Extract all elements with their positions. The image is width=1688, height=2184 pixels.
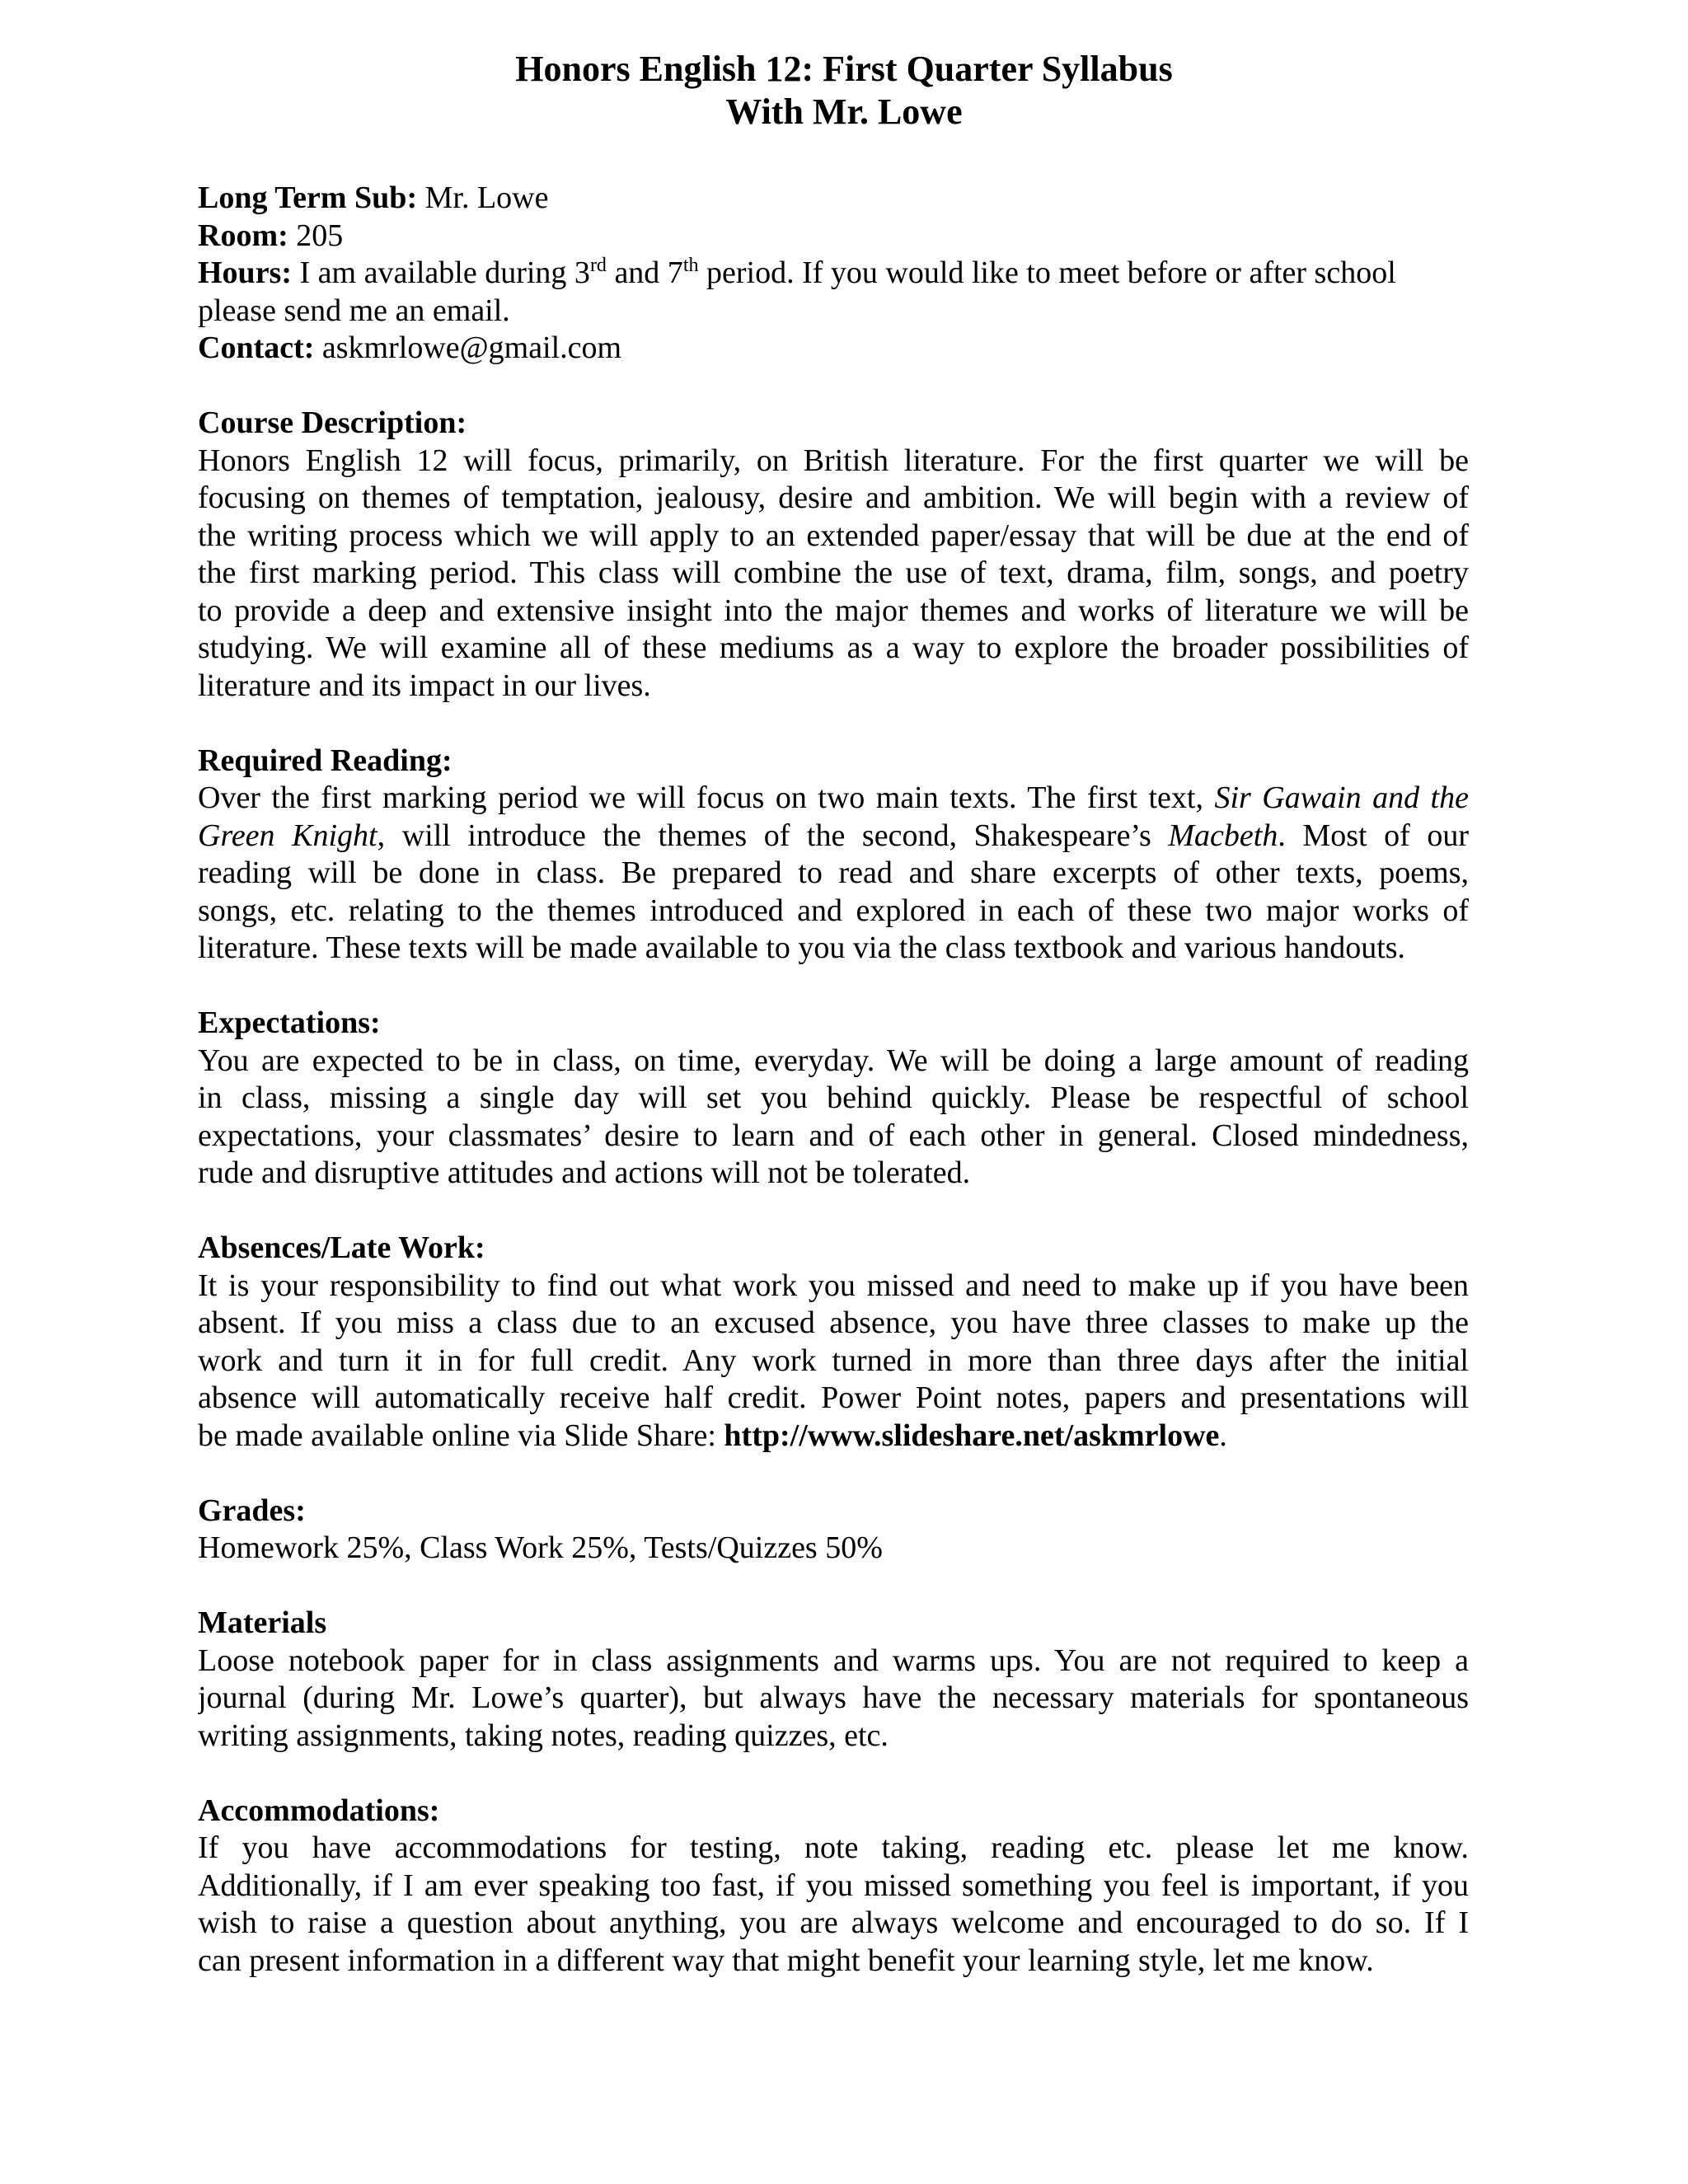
section-spacer — [198, 705, 1469, 743]
absences-line: absent. If you miss a class due to an excused absence, you have three classes to make up the — [198, 1305, 1469, 1340]
accommodations-line: Additionally, if I am ever speaking too fast, if you missed something you feel is important, if you — [198, 1868, 1469, 1903]
accommodations-line: wish to raise a question about anything, you are always welcome and encouraged to do so. If I — [198, 1905, 1469, 1940]
materials-heading: Materials — [198, 1605, 327, 1640]
materials-line: writing assignments, taking notes, reading quizzes, etc. — [198, 1718, 889, 1753]
grades-breakdown: Homework 25%, Class Work 25%, Tests/Quizzes 50% — [198, 1530, 883, 1565]
course-description-line: to provide a deep and extensive insight into the major themes and works of literature we will be — [198, 593, 1469, 628]
course-description-line: literature and its impact in our lives. — [198, 668, 651, 703]
absences-text: . — [1219, 1418, 1227, 1453]
course-description-line: Honors English 12 will focus, primarily, on British literature. For the first quarter we will be — [198, 443, 1469, 478]
syllabus-body — [198, 180, 1469, 1980]
contact-email[interactable]: askmrlowe@gmail.com — [314, 330, 622, 365]
section-spacer — [198, 1455, 1469, 1493]
course-description-line: focusing on themes of temptation, jealousy, desire and ambition. We will begin with a review of — [198, 480, 1469, 515]
expectations-line: You are expected to be in class, on time, everyday. We will be doing a large amount of reading — [198, 1043, 1469, 1078]
reading-text: . Most of our — [1278, 818, 1469, 853]
book-title: Green Knight — [198, 818, 377, 853]
expectations-line: rude and disruptive attitudes and actions will not be tolerated. — [198, 1155, 971, 1190]
section-spacer — [198, 1755, 1469, 1793]
book-title: Sir Gawain and the — [1214, 780, 1469, 815]
required-reading-line — [198, 780, 1469, 818]
required-reading-line: reading will be done in class. Be prepared to read and share excerpts of other texts, poems, — [198, 855, 1469, 890]
slideshare-link[interactable]: http://www.slideshare.net/askmrlowe — [724, 1418, 1220, 1453]
title-line-2: With Mr. Lowe — [725, 91, 963, 132]
course-description-line: studying. We will examine all of these mediums as a way to explore the broader possibilities of — [198, 630, 1469, 665]
materials-line: Loose notebook paper for in class assignments and warms ups. You are not required to keep a — [198, 1643, 1469, 1678]
long-term-sub — [198, 180, 1469, 218]
contact — [198, 330, 1469, 368]
hours-continued: please send me an email. — [198, 293, 510, 328]
reading-text: , will introduce the themes of the second, Shakespeare’s — [377, 818, 1169, 853]
hours-label: Hours: — [198, 255, 292, 290]
room — [198, 218, 1469, 255]
absences-line: absence will automatically receive half credit. Power Point notes, papers and presentations will — [198, 1380, 1469, 1415]
course-description-line: the first marking period. This class will combine the use of text, drama, film, songs, and poetry — [198, 555, 1469, 590]
course-description-heading: Course Description: — [198, 405, 467, 440]
absences-line: It is your responsibility to find out what work you missed and need to make up if you have been — [198, 1268, 1469, 1303]
required-reading-line — [198, 818, 1469, 855]
section-spacer — [198, 1193, 1469, 1230]
section-spacer — [198, 968, 1469, 1005]
book-title: Macbeth — [1168, 818, 1278, 853]
accommodations-line: can present information in a different way that might benefit your learning style, let me know. — [198, 1943, 1374, 1978]
expectations-line: in class, missing a single day will set you behind quickly. Please be respectful of school — [198, 1080, 1469, 1115]
reading-text: Over the first marking period we will focus on two main texts. The first text, — [198, 780, 1215, 815]
ordinal-suffix: th — [682, 255, 699, 276]
expectations-line: expectations, your classmates’ desire to learn and of each other in general. Closed mindedness, — [198, 1118, 1469, 1153]
materials-line: journal (during Mr. Lowe’s quarter), but always have the necessary materials for spontaneous — [198, 1680, 1469, 1715]
absences-line: work and turn it in for full credit. Any work turned in more than three days after the initial — [198, 1343, 1469, 1378]
room-label: Room: — [198, 218, 288, 253]
long-term-sub-label: Long Term Sub: — [198, 180, 418, 215]
hours-text: and 7 — [606, 255, 683, 290]
section-spacer — [198, 368, 1469, 405]
accommodations-heading: Accommodations: — [198, 1793, 440, 1828]
absences-text: be made available online via Slide Share: — [198, 1418, 724, 1453]
contact-label: Contact: — [198, 330, 315, 365]
absences-heading: Absences/Late Work: — [198, 1230, 485, 1265]
course-description-line: the writing process which we will apply to an extended paper/essay that will be due at the end of — [198, 518, 1469, 553]
hours — [198, 255, 1469, 293]
grades-heading: Grades: — [198, 1493, 306, 1528]
long-term-sub-value: Mr. Lowe — [417, 180, 549, 215]
accommodations-line: If you have accommodations for testing, note taking, reading etc. please let me know. — [198, 1830, 1469, 1865]
hours-text: period. If you would like to meet before or after school — [698, 255, 1396, 290]
title-line-1: Honors English 12: First Quarter Syllabus — [515, 49, 1173, 89]
page-title — [0, 48, 1688, 134]
ordinal-suffix: rd — [589, 255, 607, 276]
required-reading-line: songs, etc. relating to the themes introduced and explored in each of these two major works of — [198, 893, 1469, 928]
room-value: 205 — [288, 218, 344, 253]
absences-line — [198, 1418, 1469, 1455]
required-reading-line: literature. These texts will be made available to you via the class textbook and various handouts. — [198, 930, 1406, 965]
section-spacer — [198, 1568, 1469, 1605]
hours-text: I am available during 3 — [292, 255, 590, 290]
required-reading-heading: Required Reading: — [198, 743, 452, 778]
expectations-heading: Expectations: — [198, 1005, 381, 1040]
